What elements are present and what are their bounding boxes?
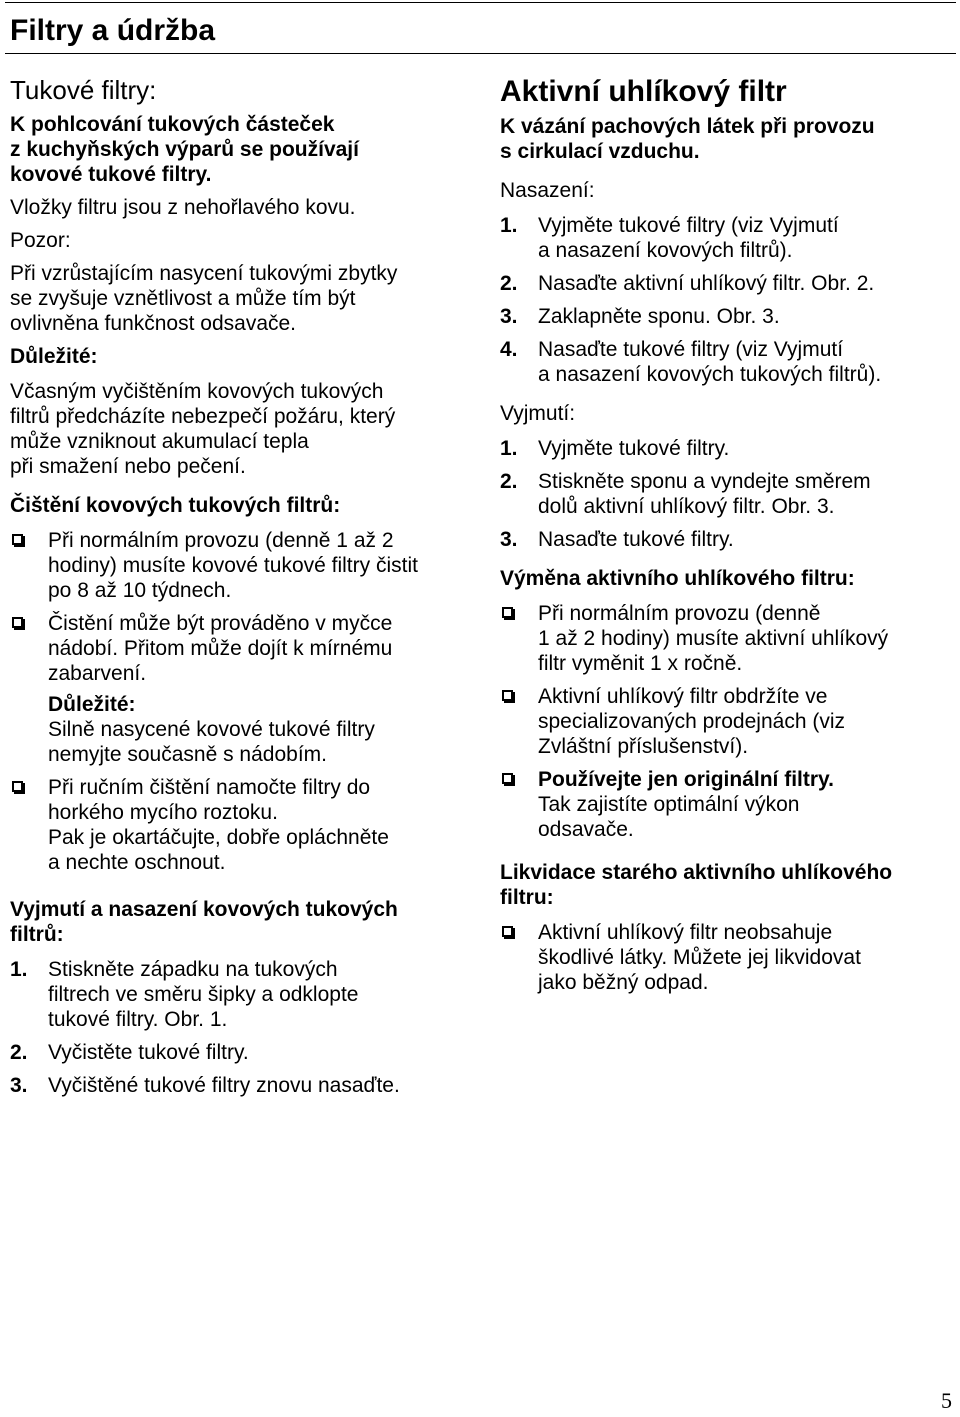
replace-bullet-line: Zvláštní příslušenství). [538,735,749,758]
removal-step [10,957,480,1032]
checkbox-bullet-icon [12,534,23,545]
step-number: 1. [500,437,518,460]
left-column [10,74,480,1106]
install-step-line: Nasaďte aktivní uhlíkový filtr. Obr. 2. [538,272,875,295]
carbon-filter-heading: Aktivní uhlíkový filtr [500,75,787,108]
removal-step-line: Vyčistěte tukové filtry. [48,1041,249,1064]
replace-bullet [500,767,950,842]
remove-step-line: Vyjměte tukové filtry. [538,437,730,460]
carbon-intro-line: K vázání pachových látek při provozu [500,115,875,138]
cleaning-important-label: Důležité: [48,693,136,716]
caution-line: ovlivněna funkčnost odsavače. [10,312,297,335]
page-title: Filtry a údržba [10,14,216,47]
remove-step-line: Nasaďte tukové filtry. [538,528,734,551]
carbon-intro [500,114,950,164]
step-number: 2. [10,1041,28,1064]
removal-step-line: filtrech ve směru šipky a odklopte [48,983,359,1006]
install-step-line: Zaklapněte sponu. Obr. 3. [538,305,780,328]
cleaning-important-line: nemyjte současně s nádobím. [48,743,327,766]
fat-filters-heading: Tukové filtry: [10,75,157,105]
important-label: Důležité: [10,345,98,368]
fat-intro-line: K pohlcování tukových částeček [10,113,335,136]
fat-intro-line: z kuchyňských výparů se používají [10,138,359,161]
step-number: 3. [500,305,518,328]
removal-step-line: Stiskněte západku na tukových [48,958,338,981]
removal-step-line: tukové filtry. Obr. 1. [48,1008,228,1031]
checkbox-bullet-icon [502,773,513,784]
replace-bullet-line: 1 až 2 hodiny) musíte aktivní uhlíkový [538,627,889,650]
cleaning-bullet [10,611,480,767]
remove-step [500,527,950,552]
step-number: 3. [10,1074,28,1097]
disposal-heading-line: filtru: [500,886,554,909]
important-line: Včasným vyčištěním kovových tukových [10,380,384,403]
replace-bullet-line: Aktivní uhlíkový filtr obdržíte ve [538,685,828,708]
removal-step [10,1073,480,1098]
install-step [500,213,950,263]
cleaning-bullet-line: hodiny) musíte kovové tukové filtry čistit [48,554,418,577]
caution-line: se zvyšuje vznětlivost a může tím být [10,287,356,310]
replace-bullet-line: Při normálním provozu (denně [538,602,821,625]
remove-label: Vyjmutí: [500,402,576,425]
install-label: Nasazení: [500,179,595,202]
replace-bullet [500,684,950,759]
install-step-line: Nasaďte tukové filtry (viz Vyjmutí [538,338,844,361]
important-line: při smažení nebo pečení. [10,455,246,478]
fat-filters-intro [10,112,480,187]
disposal-bullet-line: jako běžný odpad. [538,971,709,994]
install-step [500,304,950,329]
cleaning-bullet-line: Při normálním provozu (denně 1 až 2 [48,529,394,552]
disposal-bullet [500,920,950,995]
carbon-intro-line: s cirkulací vzduchu. [500,140,700,163]
step-number: 4. [500,338,518,361]
checkbox-bullet-icon [502,690,513,701]
cleaning-bullet-line: Čistění může být prováděno v myčce [48,612,393,635]
cleaning-bullet-line: po 8 až 10 týdnech. [48,579,232,602]
install-step-line: a nasazení kovových filtrů). [538,239,793,262]
cleaning-bullet-line: a nechte oschnout. [48,851,226,874]
removal-step-line: Vyčištěné tukové filtry znovu nasaďte. [48,1074,400,1097]
page-number: 5 [941,1388,952,1413]
remove-step [500,436,950,461]
cleaning-important-line: Silně nasycené kovové tukové filtry [48,718,375,741]
disposal-bullet-line: škodlivé látky. Můžete jej likvidovat [538,946,861,969]
important-line: filtrů předcházíte nebezpečí požáru, který [10,405,396,428]
removal-heading-line: Vyjmutí a nasazení kovových tukových [10,898,398,921]
removal-heading [10,897,480,947]
replace-bullet-line: odsavače. [538,818,634,841]
checkbox-bullet-icon [12,781,23,792]
cleaning-bullet [10,528,480,603]
disposal-bullet-line: Aktivní uhlíkový filtr neobsahuje [538,921,833,944]
top-rule [5,2,956,3]
step-number: 1. [500,214,518,237]
step-number: 2. [500,470,518,493]
remove-step-line: Stiskněte sponu a vyndejte směrem [538,470,871,493]
replace-bullet-line: specializovaných prodejnách (viz [538,710,845,733]
step-number: 2. [500,272,518,295]
replace-bullet [500,601,950,676]
install-step [500,271,950,296]
install-step [500,337,950,387]
remove-step [500,469,950,519]
checkbox-bullet-icon [502,607,513,618]
step-number: 1. [10,958,28,981]
checkbox-bullet-icon [12,617,23,628]
replace-bullet-line: filtr vyměnit 1 x ročně. [538,652,743,675]
replace-bullet-emphasis: Používejte jen originální filtry. [538,768,834,791]
cleaning-bullet [10,775,480,875]
cleaning-heading: Čištění kovových tukových filtrů: [10,494,341,517]
caution-text [10,261,480,336]
caution-line: Při vzrůstajícím nasycení tukovými zbytky [10,262,398,285]
disposal-heading [500,860,950,910]
right-column [500,74,950,1003]
replace-bullet-line: Tak zajistíte optimální výkon [538,793,800,816]
cleaning-bullet-line: zabarvení. [48,662,147,685]
cleaning-bullet-line: Při ručním čištění namočte filtry do [48,776,371,799]
removal-heading-line: filtrů: [10,923,64,946]
caution-label: Pozor: [10,229,71,252]
removal-step [10,1040,480,1065]
checkbox-bullet-icon [502,926,513,937]
important-line: může vzniknout akumulací tepla [10,430,309,453]
install-step-line: Vyjměte tukové filtry (viz Vyjmutí [538,214,839,237]
install-step-line: a nasazení kovových tukových filtrů). [538,363,882,386]
important-text [10,379,480,479]
replace-heading: Výměna aktivního uhlíkového filtru: [500,567,855,590]
remove-step-line: dolů aktivní uhlíkový filtr. Obr. 3. [538,495,835,518]
step-number: 3. [500,528,518,551]
cleaning-bullet-line: nádobí. Přitom může dojít k mírnému [48,637,393,660]
title-rule [5,53,956,54]
cleaning-bullet-line: horkého mycího roztoku. [48,801,278,824]
disposal-heading-line: Likvidace starého aktivního uhlíkového [500,861,893,884]
cleaning-bullet-line: Pak je okartáčujte, dobře opláchněte [48,826,389,849]
fat-filters-material: Vložky filtru jsou z nehořlavého kovu. [10,196,356,219]
fat-intro-line: kovové tukové filtry. [10,163,212,186]
